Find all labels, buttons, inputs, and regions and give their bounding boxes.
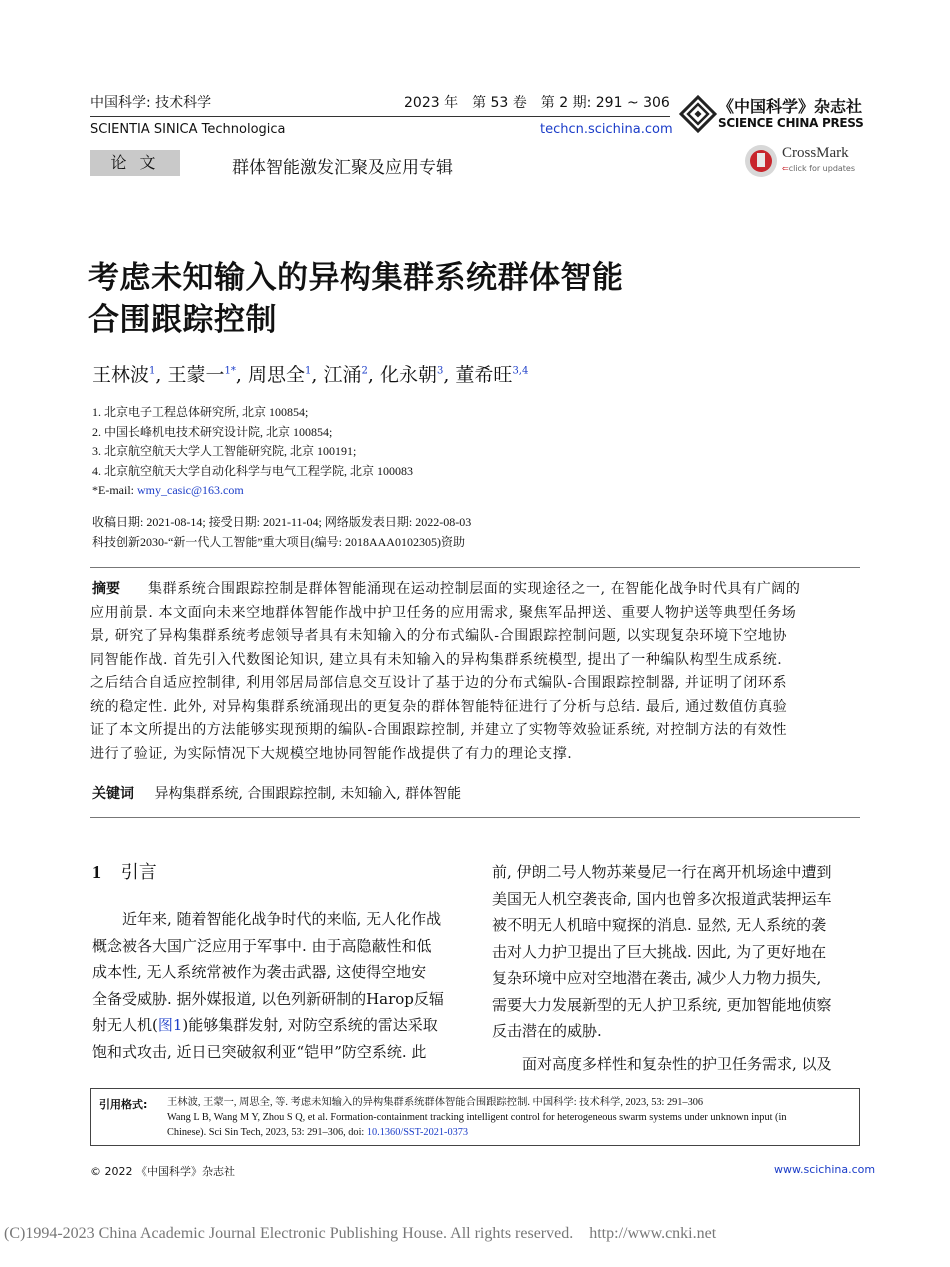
keywords <box>92 783 461 803</box>
abstract-line: 集群系统合围跟踪控制是群体智能涌现在运动控制层面的实现途径之一, 在智能化战争时代具有广阔的 <box>148 581 801 597</box>
author-separator: , <box>155 364 168 386</box>
publisher-name-cn: 《中国科学》杂志社 <box>718 99 863 116</box>
intro-line: 近年来, 随着智能化战争时代的来临, 无人化作战 <box>122 910 442 928</box>
abstract-line: 之后结合自适应控制律, 利用邻居局部信息交互设计了基于边的分布式编队-合围跟踪控制器, 并证明了闭环系 <box>90 675 788 691</box>
author-affiliation-mark: 1 <box>149 365 156 377</box>
paper-title-line1: 考虑未知输入的异构集群系统群体智能 <box>88 260 624 296</box>
abstract-bottom-rule <box>90 817 860 818</box>
intro-line-text: )能够集群发射, 对防空系统的雷达采取 <box>182 1016 438 1034</box>
author-affiliation-mark: 1 <box>304 365 312 377</box>
intro-line: 被不明无人机暗中窥探的消息. 显然, 无人系统的袭 <box>492 916 827 934</box>
abstract-line: 应用前景. 本文面向未来空地群体智能作战中护卫任务的应用需求, 聚焦军品押送、重要人物护送等典型任务场 <box>90 604 797 621</box>
intro-line: 击对人力护卫提出了巨大挑战. 因此, 为了更好地在 <box>492 942 827 961</box>
affiliation-3: 3. 北京航空航天大学人工智能研究院, 北京 100191; <box>92 444 357 458</box>
author-separator: , <box>235 364 248 386</box>
dates-funding <box>92 513 471 552</box>
received-dates: 收稿日期: 2021-08-14; 接受日期: 2021-11-04; 网络版发表日期: 2022-08-03 <box>92 515 472 529</box>
author-affiliation-mark: 3,4 <box>512 365 529 377</box>
publisher-diamond-icon <box>678 94 718 134</box>
abstract-label: 摘要 <box>92 581 120 597</box>
author-name: 周思全 <box>247 364 305 386</box>
intro-right-column <box>492 859 860 1077</box>
header-rule <box>90 116 670 117</box>
abstract-line: 同智能作战. 首先引入代数图论知识, 建立具有未知输入的异构集群系统模型, 提出了一种编队构型生成系统. <box>90 651 783 668</box>
citation-line-1: 王林波, 王蒙一, 周思全, 等. 考虑未知输入的异构集群系统群体智能合围跟踪控制. 中国科学: 技术科学, 2023, 53: 291–306 <box>167 1097 704 1108</box>
citation-line-2: Wang L B, Wang M Y, Zhou S Q, et al. Formation-containment tracking intelligent control for heterogeneous swarm systems under unknown input (in <box>167 1112 787 1123</box>
affiliation-1: 1. 北京电子工程总体研究所, 北京 100854; <box>92 405 309 419</box>
doi-link[interactable]: 10.1360/SST-2021-0373 <box>366 1127 469 1138</box>
arrow-icon: ⇐ <box>782 164 789 173</box>
intro-left-column <box>92 906 460 1065</box>
crossmark-sub-text: click for updates <box>788 164 856 173</box>
email-label: *E-mail: <box>92 483 137 497</box>
abstract-line: 进行了验证, 为实际情况下大规模空地协同智能作战提供了有力的理论支撑. <box>90 745 573 762</box>
intro-line: 反击潜在的威胁. <box>492 1022 602 1040</box>
author-affiliation-mark: 1* <box>224 365 236 377</box>
cnki-copyright: (C)1994-2023 China Academic Journal Electronic Publishing House. All rights reserved. http://www.cnki.net <box>4 1225 717 1242</box>
intro-line: 复杂环境中应对空地潜在袭击, 减少人力物力损失, <box>492 969 822 987</box>
intro-line: 成本性, 无人系统常被作为袭击武器, 这使得空地安 <box>92 963 427 981</box>
keywords-label: 关键词 <box>92 786 134 802</box>
abstract-top-rule <box>90 567 860 568</box>
author-affiliation-mark: 3 <box>436 365 444 377</box>
author-separator: , <box>443 364 456 386</box>
author-list <box>92 360 528 387</box>
intro-line: 概念被各大国广泛应用于军事中. 由于高隐蔽性和低 <box>92 936 432 955</box>
special-issue-title: 群体智能激发汇聚及应用专辑 <box>232 158 453 178</box>
issue-info: 2023 年 第 53 卷 第 2 期: 291 ~ 306 <box>404 95 670 111</box>
author-name: 董希旺 <box>455 364 513 386</box>
author-separator: , <box>311 364 324 386</box>
section-number: 1 <box>92 862 101 882</box>
intro-line: 饱和式攻击, 近日已突破叙利亚“铠甲”防空系统. 此 <box>92 1042 427 1061</box>
affiliation-2: 2. 中国长峰机电技术研究设计院, 北京 100854; <box>92 424 333 439</box>
section-title: 引言 <box>120 862 157 883</box>
author-affiliation-mark: 2 <box>361 365 368 377</box>
journal-site-link[interactable]: techcn.scichina.com <box>540 122 673 137</box>
abstract-line: 证了本文所提出的方法能够实现预期的编队-合围跟踪控制, 并建立了实物等效验证系统, 对控制方法的有效性 <box>90 722 788 738</box>
intro-line <box>92 1012 460 1039</box>
section-heading <box>92 858 157 884</box>
publisher-logo <box>678 92 868 137</box>
section-tag: 论 文 <box>90 150 180 176</box>
publisher-name-en: SCIENCE CHINA PRESS <box>718 116 864 130</box>
crossmark-label: CrossMark <box>782 145 849 161</box>
intro-line: 需要大力发展新型的无人护卫系统, 更加智能地侦察 <box>492 995 832 1014</box>
email-link[interactable]: wmy_casic@163.com <box>137 483 244 497</box>
abstract-line: 景, 研究了异构集群系统考虑领导者具有未知输入的分布式编队-合围跟踪控制问题, 以实现复杂环境下空地协 <box>90 628 788 644</box>
affiliations <box>92 403 413 501</box>
citation-label: 引用格式: <box>99 1098 148 1111</box>
intro-line: 美国无人机空袭丧命, 国内也曾多次报道武装押运车 <box>492 889 832 908</box>
crossmark-badge[interactable] <box>744 144 864 180</box>
intro-line: 面对高度多样性和复杂性的护卫任务需求, 以及 <box>522 1054 832 1073</box>
citation-box <box>90 1088 860 1146</box>
citation-line-3 <box>167 1125 857 1140</box>
email-line <box>92 481 413 501</box>
author-name: 江涌 <box>323 364 362 386</box>
funding: 科技创新2030-“新一代人工智能”重大项目(编号: 2018AAA0102305)资助 <box>92 534 465 549</box>
affiliation-4: 4. 北京航空航天大学自动化科学与电气工程学院, 北京 100083 <box>92 463 414 478</box>
intro-line: 全备受威胁. 据外媒报道, 以色列新研制的Harop反辐 <box>92 989 444 1008</box>
crossmark-icon <box>744 144 778 178</box>
journal-name-en: SCIENTIA SINICA Technologica <box>90 122 286 137</box>
crossmark-sublabel <box>782 164 855 173</box>
keywords-text: 异构集群系统, 合围跟踪控制, 未知输入, 群体智能 <box>154 786 462 802</box>
author-name: 王林波 <box>92 364 150 386</box>
figure-ref-link[interactable]: 图1 <box>157 1016 183 1034</box>
intro-line-text: 射无人机( <box>92 1016 158 1034</box>
abstract-line: 统的稳定性. 此外, 对异构集群系统涌现出的更复杂的群体智能特征进行了分析与总结. 最后, 通过数值仿真验 <box>90 698 788 715</box>
journal-name-cn: 中国科学: 技术科学 <box>90 95 212 111</box>
author-name: 王蒙一 <box>167 364 225 386</box>
author-name: 化永朝 <box>379 364 437 386</box>
citation-text <box>167 1095 857 1140</box>
intro-line: 前, 伊朗二号人物苏莱曼尼一行在离开机场途中遭到 <box>492 863 832 881</box>
footer-site-link[interactable]: www.scichina.com <box>774 1163 876 1176</box>
citation-line-3-text: Chinese). Sci Sin Tech, 2023, 53: 291–306, doi: <box>167 1127 367 1138</box>
paper-title-line2: 合围跟踪控制 <box>88 302 277 338</box>
author-separator: , <box>367 364 380 386</box>
copyright: © 2022 《中国科学》杂志社 <box>90 1165 235 1178</box>
